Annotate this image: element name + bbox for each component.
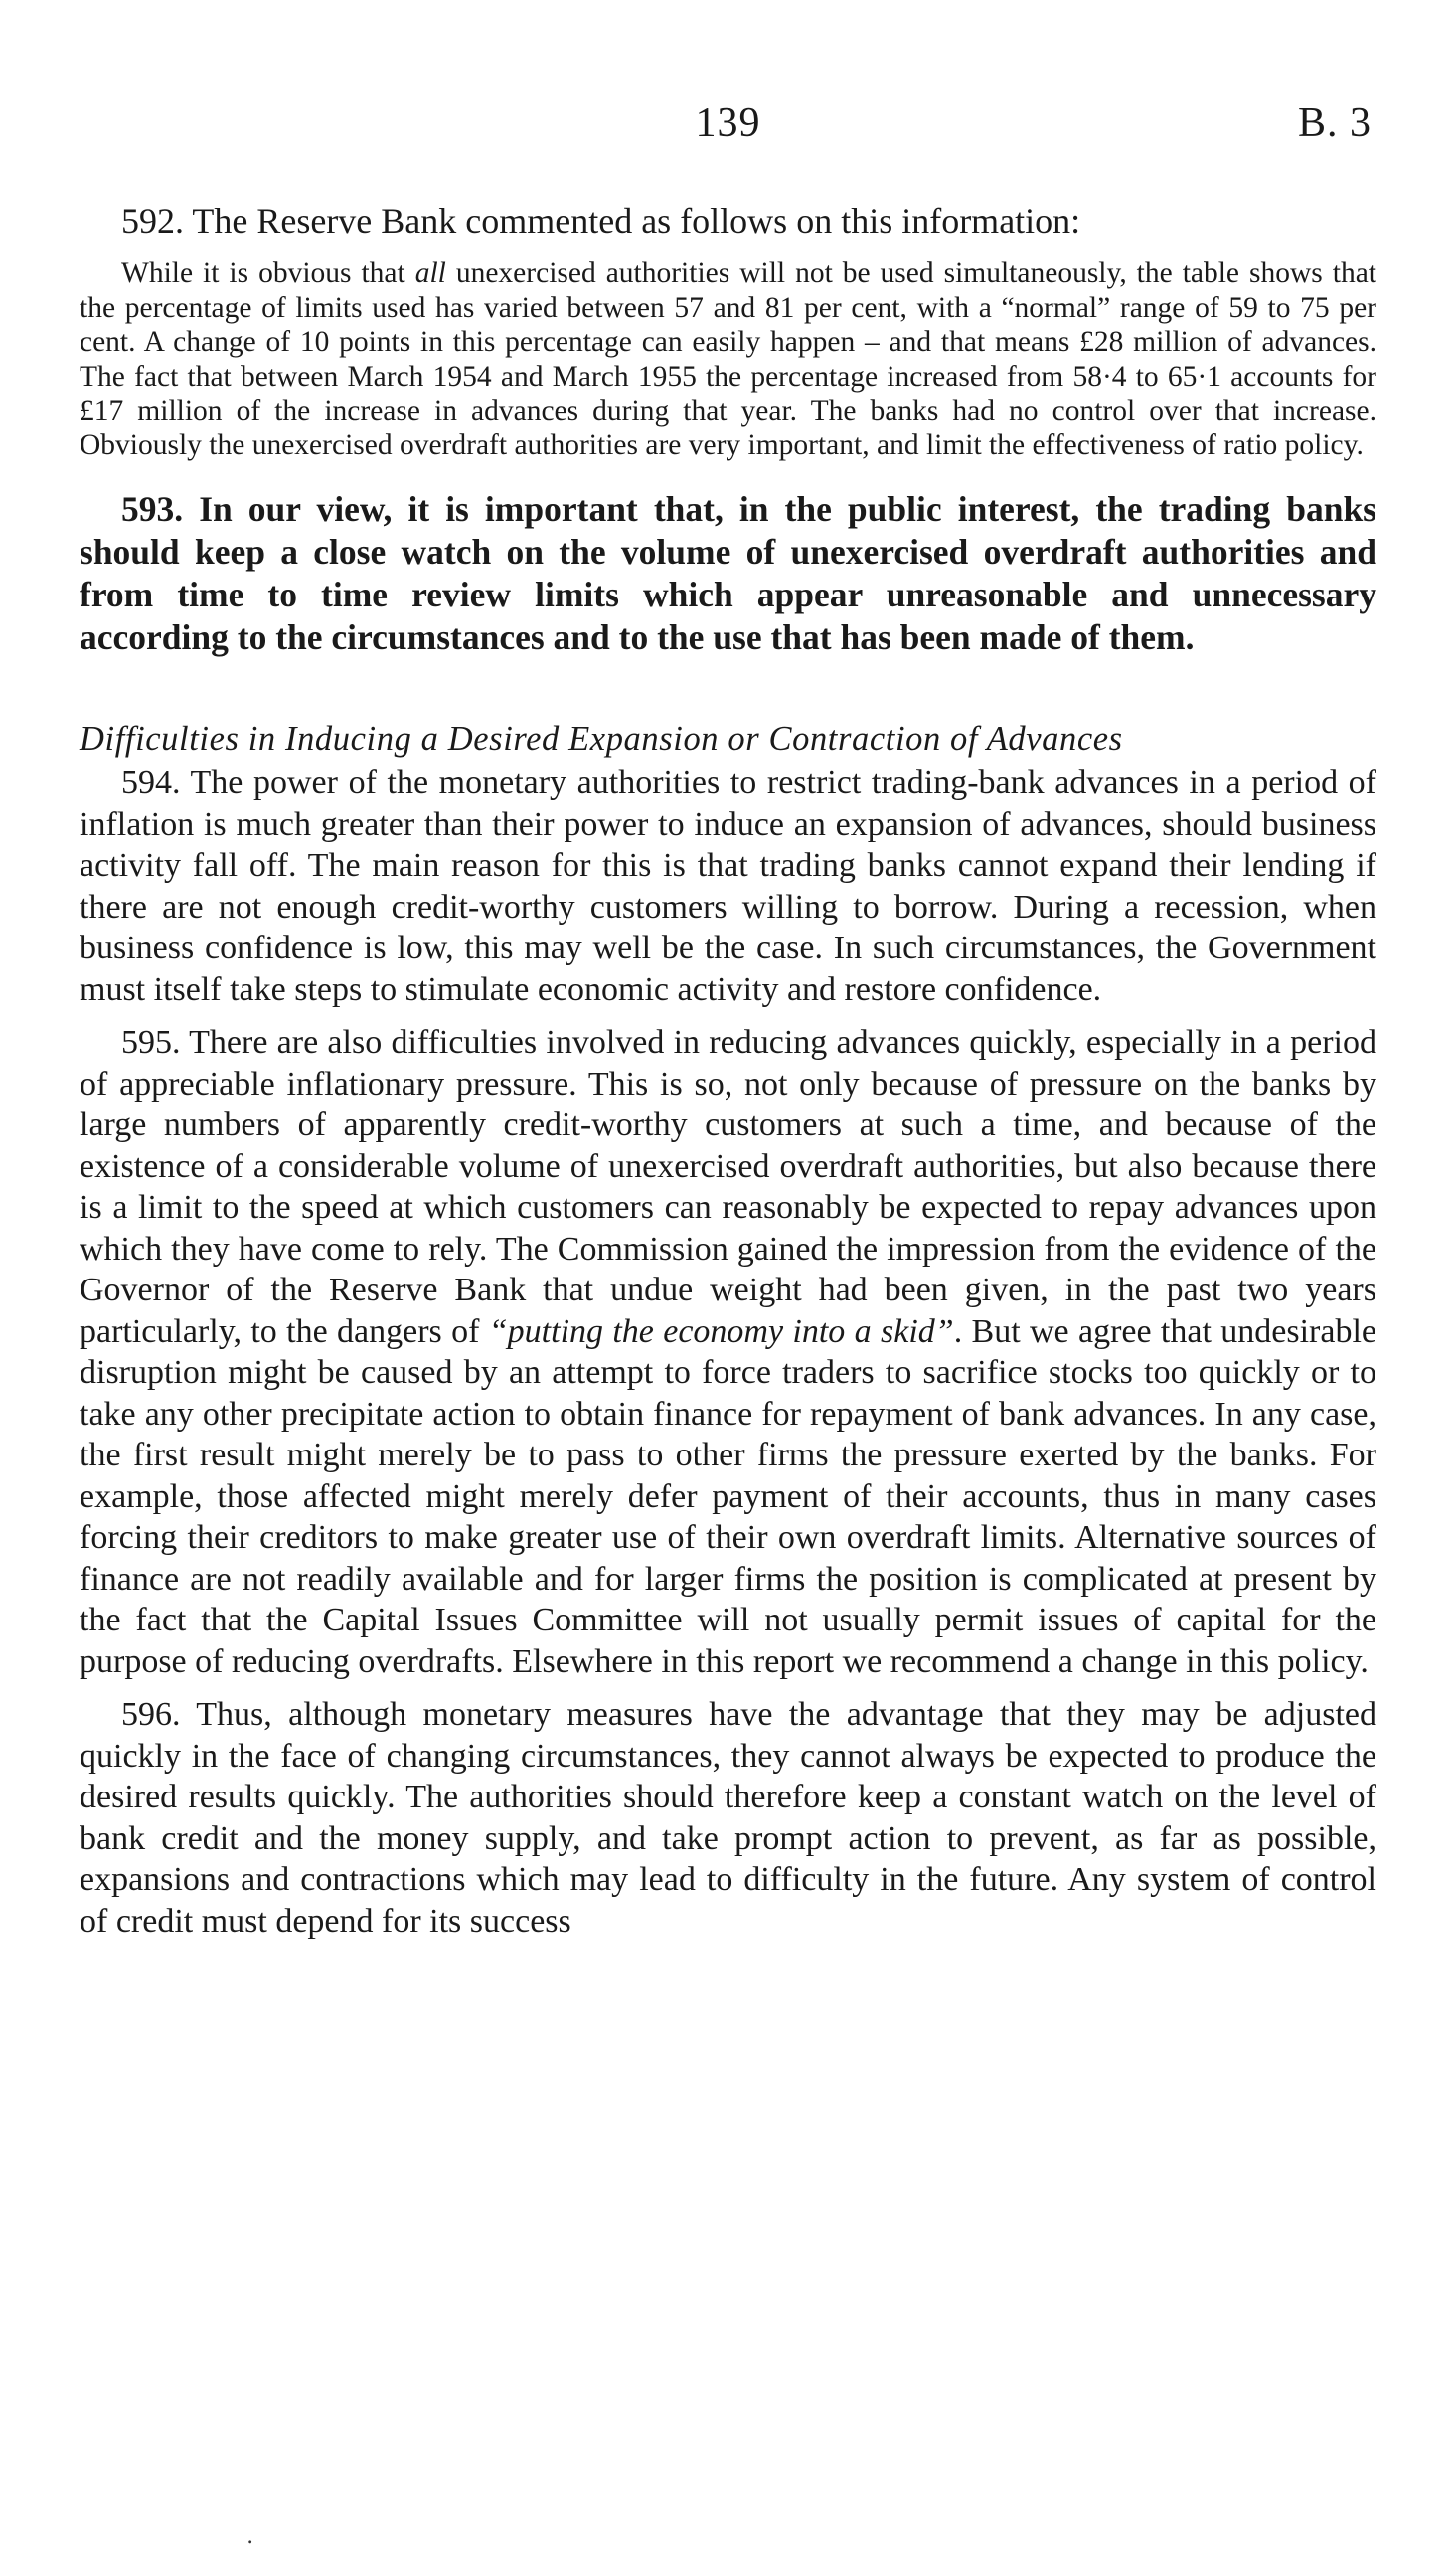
document-reference: B. 3 [1297,100,1372,146]
section-heading: Difficulties in Inducing a Desired Expansion or Contraction of Advances [80,720,1123,758]
paragraph-594 [80,763,1376,1010]
paragraph-text: In our view, it is important that, in the public interest, the trading banks should keep a close watch on the volume of unexercised overdraft authorities and from time to time review limits which appear unreasonable and unnecessary according to the circumstances and to the use that has been made of them. [80,489,1376,657]
paragraph-596 [80,1694,1376,1942]
paragraph-595 [80,1022,1376,1682]
quote-emphasis: all [414,257,446,289]
paragraph-text: Thus, although monetary measures have the advantage that they may be adjusted quickly in the face of changing circumstances, they cannot always be expected to produce the desired results quickly. The authorities should therefore keep a constant watch on the level of bank credit and the money supply, and take prompt action to prevent, as far as possible, expansions and contractions which may lead to difficulty in the future. Any system of control of credit must depend for its success [80,1696,1376,1940]
italic-quotation: “putting the economy into a skid” [488,1312,954,1350]
quote-text-start: While it is obvious that [121,257,415,289]
paragraph-text: There are also difficulties involved in reducing advances quickly, especially in a period of appreciable inflationary pressure. This is so, not only because of pressure on the banks by large numbers of apparently credit-worthy customers at such a time, and because of the existence of a considerable volume of unexercised overdraft authorities, but also because there is a limit to the speed at which customers can reasonably be expected to repay advances upon which they have come to rely. The Commission gained the impression from the evidence of the Governor of the Reserve Bank that undue weight had been given, in the past two years particularly, to the dangers of [80,1024,1376,1350]
body-text [80,199,1376,1942]
paragraph-text: The power of the monetary authorities to restrict trading-bank advances in a period of inflation is much greater than their power to induce an expansion of advances, should business activity fall off. The main reason for this is that trading banks cannot expand their lending if there are not enough credit-worthy customers willing to borrow. During a recession, when business confidence is low, this may well be the case. In such circumstances, the Government must itself take steps to stimulate economic activity and restore confidence. [80,765,1377,1008]
page-header [80,99,1376,159]
paragraph-text: The Reserve Bank commented as follows on this information: [192,201,1081,241]
paragraph-593 [80,488,1376,659]
print-mark-icon: ․ [246,2523,254,2548]
block-quote [80,256,1376,462]
paragraph-number: 592. [121,201,184,241]
paragraph-number: 596. [121,1696,181,1733]
paragraph-number: 593. [121,489,184,529]
page-number: 139 [695,100,761,146]
paragraph-number: 594. [121,765,181,801]
paragraph-592 [80,199,1376,243]
quote-text-rest: unexercised authorities will not be used simultaneously, the table shows that the percentage of limits used has varied between 57 and 81 per cent, with a “normal” range of 59 to 75 per cent. A change of 10 points in this percentage can easily happen – and that means £28 million of advances. The fact that between March 1954 and March 1955 the percentage increased from 58·4 to 65·1 accounts for £17 million of the increase in advances during that year. The banks had no control over that increase. Obviously the unexercised overdraft authorities are very important, and limit the effectiveness of ratio policy. [80,257,1376,461]
paragraph-number: 595. [121,1024,181,1061]
paragraph-text-continued: . But we agree that undesirable disruption might be caused by an attempt to force traders to sacrifice stocks too quickly or to take any other precipitate action to obtain finance for repayment of bank advances. In any case, the first result might merely be to pass to other firms the pressure exerted by the banks. For example, those affected might merely defer payment of their accounts, thus in many cases forcing their creditors to make greater use of their own overdraft limits. Alternative sources of finance are not readily available and for larger firms the position is complicated at present by the fact that the Capital Issues Committee will not usually permit issues of capital for the purpose of reducing overdrafts. Elsewhere in this report we recommend a change in this policy. [80,1312,1376,1680]
